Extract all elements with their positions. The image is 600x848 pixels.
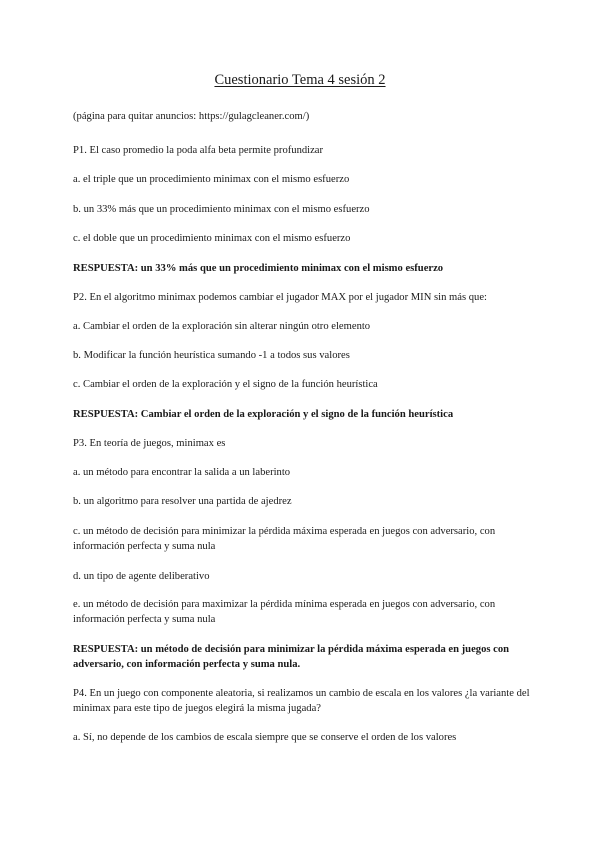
q3-option-a: a. un método para encontrar la salida a un laberinto (73, 467, 291, 478)
question-2: P2. En el algoritmo minimax podemos cambiar el jugador MAX por el jugador MIN sin más que: (73, 292, 487, 303)
q2-answer: RESPUESTA: Cambiar el orden de la exploración y el signo de la función heurística (73, 409, 454, 420)
q2-option-a: a. Cambiar el orden de la exploración sin alterar ningún otro elemento (73, 321, 371, 332)
q4-option-a: a. Sí, no depende de los cambios de escala siempre que se conserve el orden de los valores (73, 732, 457, 743)
ads-note: (página para quitar anuncios: https://gulagcleaner.com/) (73, 111, 310, 122)
q1-option-c: c. el doble que un procedimiento minimax con el mismo esfuerzo (73, 233, 351, 244)
question-3: P3. En teoría de juegos, minimax es (73, 438, 226, 449)
q3-option-e: e. un método de decisión para maximizar la pérdida mínima esperada en juegos con adversario, con información perfecta y suma nula (73, 599, 496, 625)
q3-option-d: d. un tipo de agente deliberativo (73, 571, 210, 582)
q1-option-a: a. el triple que un procedimiento minimax con el mismo esfuerzo (73, 174, 350, 185)
q3-answer: RESPUESTA: un método de decisión para minimizar la pérdida máxima esperada en juegos con adversario, con información perfecta y suma nula. (73, 644, 510, 670)
document-title: Cuestionario Tema 4 sesión 2 (214, 72, 386, 88)
q2-option-b: b. Modificar la función heurística sumando -1 a todos sus valores (73, 350, 350, 361)
question-1: P1. El caso promedio la poda alfa beta permite profundizar (73, 145, 324, 156)
question-4: P4. En un juego con componente aleatoria, si realizamos un cambio de escala en los valores ¿la variante del minimax para este tipo de juegos elegirá la misma jugada? (73, 688, 530, 714)
q2-option-c: c. Cambiar el orden de la exploración y el signo de la función heurística (73, 379, 378, 390)
q1-answer: RESPUESTA: un 33% más que un procedimiento minimax con el mismo esfuerzo (73, 263, 444, 274)
q3-option-b: b. un algoritmo para resolver una partida de ajedrez (73, 496, 292, 507)
q1-option-b: b. un 33% más que un procedimiento minimax con el mismo esfuerzo (73, 204, 370, 215)
q3-option-c: c. un método de decisión para minimizar la pérdida máxima esperada en juegos con adversario, con información perfecta y suma nula (73, 526, 496, 552)
